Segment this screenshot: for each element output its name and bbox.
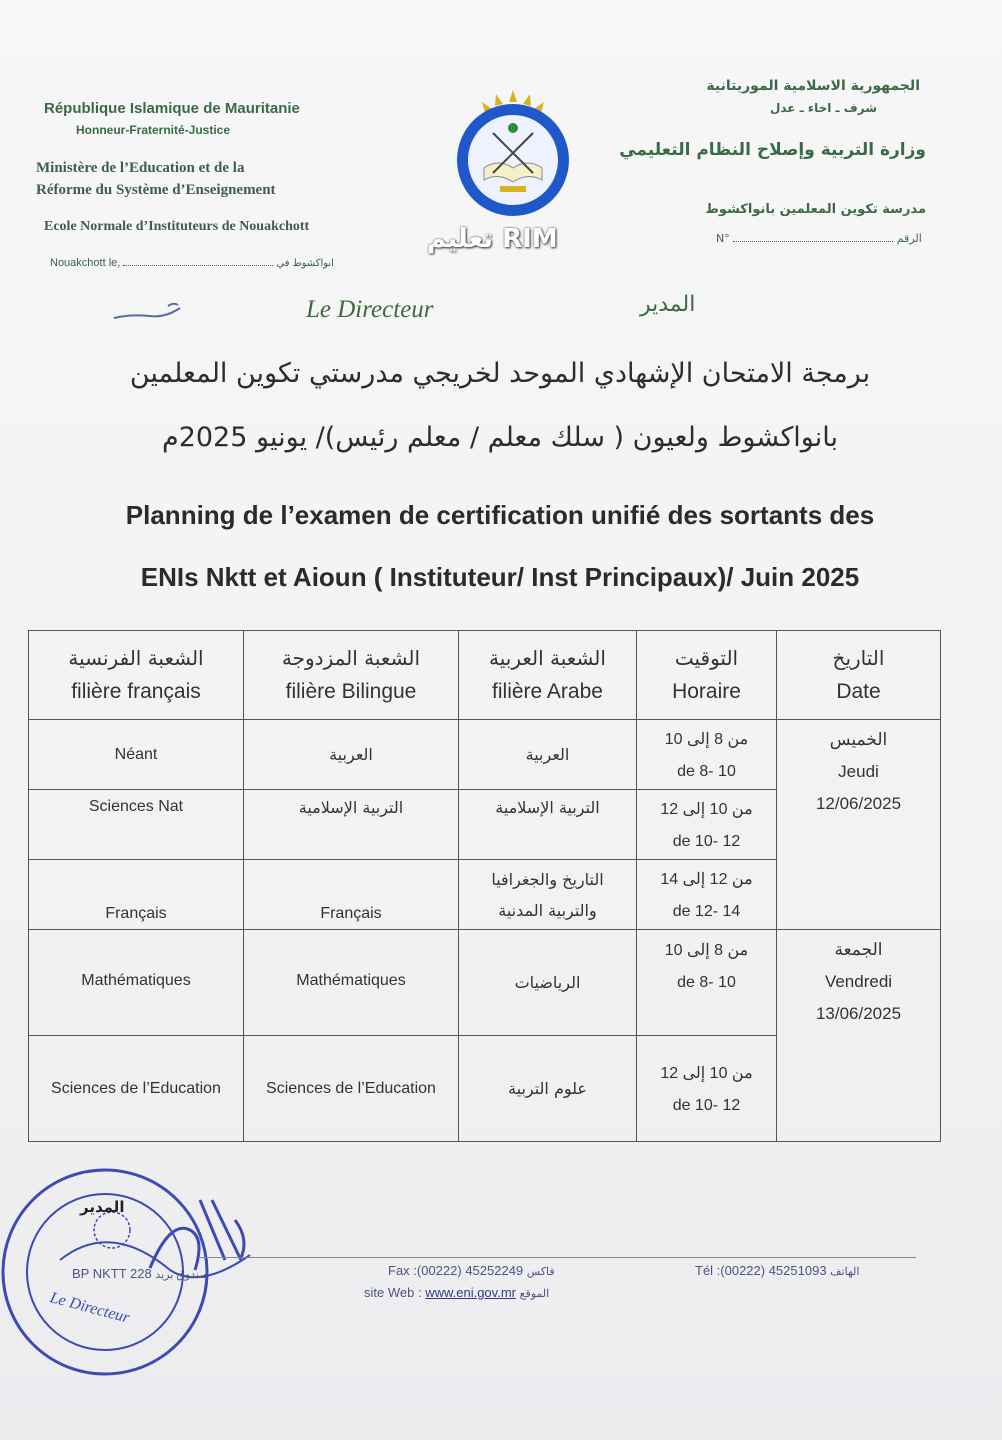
- number-label-fr: N°: [716, 232, 730, 245]
- day1-fr: Jeudi: [838, 762, 879, 781]
- footer-fax-fr: Fax :(00222) 45252249: [388, 1263, 524, 1278]
- time-fr: de 10- 12: [672, 1096, 741, 1114]
- footer-site-link[interactable]: www.eni.gov.mr: [425, 1285, 516, 1300]
- cell-bilingual: Sciences de l’Education: [244, 1036, 459, 1142]
- header-fr-motto: Honneur-Fraternité-Justice: [76, 123, 231, 137]
- day1-date: 12/06/2025: [815, 794, 902, 813]
- director-label-ar: المدير: [640, 292, 696, 317]
- arabic-line2: والتربية المدنية: [498, 900, 597, 920]
- header-ar-school: مدرسة تكوين المعلمين بانواكشوط: [705, 202, 926, 217]
- header-ar-ministry: وزارة التربية وإصلاح النظام التعليمي: [619, 140, 926, 160]
- day1-ar: الخميس: [829, 730, 888, 749]
- cell-bilingual: العربية: [244, 720, 459, 790]
- day2-fr: Vendredi: [824, 972, 893, 991]
- header-bilingual-fr: filière Bilingue: [285, 680, 417, 703]
- cell-bilingual: Mathématiques: [244, 930, 459, 1036]
- time-ar: من 12 إلى 14: [660, 870, 753, 888]
- header-fr-school: Ecole Normale d’Instituteurs de Nouakchott: [44, 219, 310, 234]
- header-date-ar: التاريخ: [832, 646, 885, 670]
- header-fr-ministry-line1: Ministère de l’Education et de la: [36, 160, 245, 176]
- time-fr: de 8- 10: [677, 974, 736, 991]
- header-fr-republic: République Islamique de Mauritanie: [44, 100, 300, 117]
- footer-bp-ar: صندوق بريد: [155, 1269, 209, 1281]
- header-bilingual-track: [244, 631, 459, 720]
- cell-date-day2: [777, 930, 941, 1142]
- footer-tel-ar: الهاتف: [830, 1266, 860, 1278]
- cell-french: Néant: [29, 720, 244, 790]
- cell-arabic: العربية: [459, 720, 637, 790]
- footer-tel: [695, 1263, 859, 1278]
- watermark-text: تعليم RIM: [427, 224, 558, 254]
- header-date: [777, 631, 941, 720]
- title-fr-line2: ENIs Nktt et Aioun ( Instituteur/ Inst Principaux)/ Juin 2025: [140, 562, 860, 592]
- header-french-ar: الشعبة الفرنسية: [68, 646, 204, 670]
- cell-time: [637, 930, 777, 1036]
- cell-date-day1: [777, 720, 941, 930]
- arabic-line1: التاريخ والجغرافيا: [491, 869, 604, 889]
- cell-arabic: التربية الإسلامية: [459, 790, 637, 860]
- day2-date: 13/06/2025: [815, 1004, 902, 1023]
- table-row: [29, 930, 941, 1036]
- date-label-fr: Nouakchott le,: [50, 257, 121, 269]
- header-french-fr: filière français: [71, 680, 201, 703]
- school-logo-icon: [448, 88, 578, 223]
- cell-time: [637, 1036, 777, 1142]
- title-ar-line2: بانواكشوط ولعيون ( سلك معلم / معلم رئيس)/ يونيو 2025م: [161, 422, 839, 453]
- stamp-title-ar: المدير: [80, 1198, 125, 1216]
- footer-divider: [200, 1257, 916, 1258]
- footer-bp-fr: BP NKTT 228: [72, 1266, 152, 1281]
- cell-bilingual: التربية الإسلامية: [244, 790, 459, 860]
- director-label-fr: Le Directeur: [306, 296, 434, 323]
- footer-bp: [72, 1266, 209, 1281]
- cell-time: [637, 860, 777, 930]
- number-label-ar: الرقم: [896, 232, 922, 245]
- header-ar-republic: الجمهورية الاسلامية الموريتانية: [706, 78, 920, 94]
- time-fr: de 8- 10: [677, 762, 736, 780]
- signature-mark-icon: [110, 296, 190, 326]
- time-ar: من 8 إلى 10: [664, 942, 749, 959]
- header-arabic-track: [459, 631, 637, 720]
- header-arabic-ar: الشعبة العربية: [489, 646, 606, 670]
- header-time-fr: Horaire: [672, 680, 741, 703]
- header-fr-ministry: [36, 157, 276, 201]
- cell-french: Français: [29, 860, 244, 930]
- header-time-ar: التوقيت: [674, 646, 739, 670]
- cell-time: [637, 720, 777, 790]
- time-fr: de 12- 14: [672, 902, 741, 920]
- table-header-row: [29, 631, 941, 720]
- footer-fax-ar: فاكس: [526, 1266, 555, 1278]
- cell-arabic: [459, 860, 637, 930]
- footer-site-label: site Web :: [364, 1285, 422, 1300]
- header-ar-motto: شرف ـ اخاء ـ عدل: [769, 101, 877, 115]
- header-time: [637, 631, 777, 720]
- title-fr-line1: Planning de l’examen de certification unifié des sortants des: [125, 500, 875, 530]
- header-french-track: [29, 631, 244, 720]
- time-ar: من 10 إلى 12: [660, 800, 753, 818]
- cell-time: [637, 790, 777, 860]
- footer-tel-fr: Tél :(00222) 45251093: [695, 1263, 827, 1278]
- cell-arabic: الرياضيات: [459, 930, 637, 1036]
- header-date-fr: Date: [836, 680, 881, 703]
- number-dotted-line: [733, 241, 893, 242]
- cell-french: Sciences de l’Education: [29, 1036, 244, 1142]
- header-fr-date: [50, 257, 334, 269]
- date-label-ar: انواكشوط في: [276, 258, 334, 269]
- title-ar-line1: برمجة الامتحان الإشهادي الموحد لخريجي مدرستي تكوين المعلمين: [129, 358, 871, 389]
- day2-ar: الجمعة: [834, 940, 883, 959]
- date-dotted-line: [123, 265, 273, 266]
- footer-fax: [388, 1263, 555, 1278]
- cell-french: Mathématiques: [29, 930, 244, 1036]
- header-fr-ministry-line2: Réforme du Système d’Enseignement: [36, 182, 276, 198]
- footer-site: [364, 1285, 549, 1300]
- header-ar-number: [716, 232, 926, 245]
- time-fr: de 10- 12: [672, 832, 741, 850]
- stamp-center-text: Le Directeur: [48, 1289, 132, 1327]
- cell-arabic: علوم التربية: [459, 1036, 637, 1142]
- cell-bilingual: Français: [244, 860, 459, 930]
- table-row: [29, 720, 941, 790]
- time-ar: من 8 إلى 10: [664, 730, 749, 748]
- time-ar: من 10 إلى 12: [660, 1064, 753, 1082]
- exam-schedule-table: [28, 630, 941, 1142]
- header-arabic-fr: filière Arabe: [492, 680, 603, 703]
- header-bilingual-ar: الشعبة المزدوجة: [281, 646, 421, 670]
- cell-french: Sciences Nat: [29, 790, 244, 860]
- footer-site-ar: الموقع: [519, 1288, 550, 1300]
